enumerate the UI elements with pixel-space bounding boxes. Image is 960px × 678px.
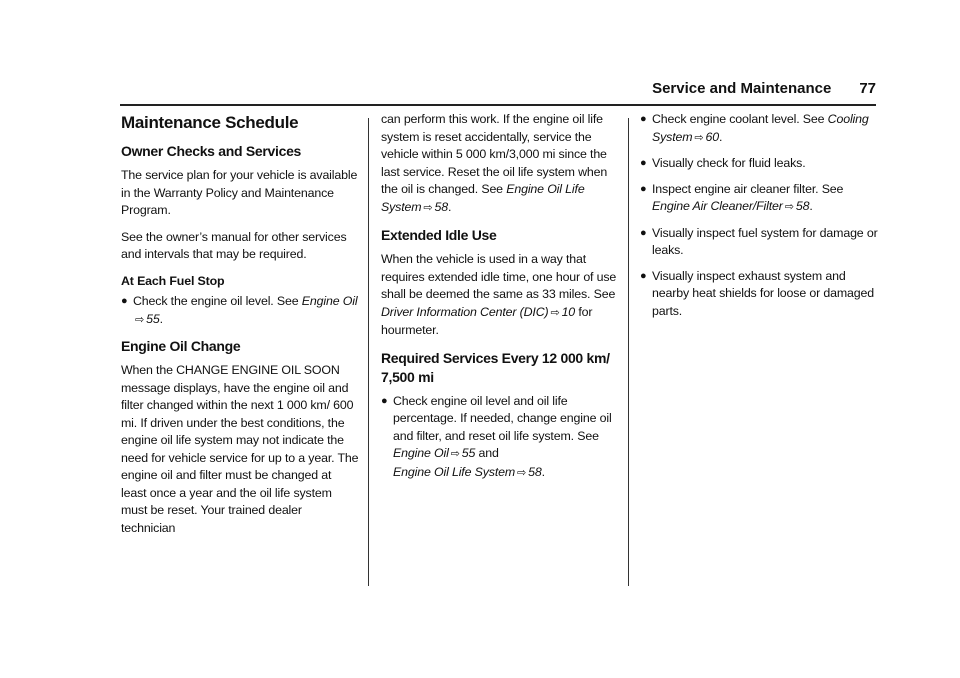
page-reference-arrow-icon: ⇨ (135, 313, 145, 326)
cross-reference-link[interactable]: Engine Air Cleaner/Filter (652, 199, 783, 213)
bullet-icon: ● (640, 182, 647, 195)
bullet-icon: ● (640, 226, 647, 239)
page-reference[interactable]: 58 (434, 199, 448, 214)
owner-checks-paragraph-1: The service plan for your vehicle is available in the Warranty Policy and Maintenance Program. (121, 168, 358, 217)
bullet-icon: ● (381, 394, 388, 407)
cross-reference-link[interactable]: Cooling System (652, 112, 869, 144)
engine-oil-change-paragraph-continued: can perform this work. If the engine oil life system is reset accidentally, service the vehicle within 5 000 km/3,000 mi since the last service. Reset the oil life system when the oil is changed. See Engine Oil Life System ⇨ 58. (381, 112, 608, 214)
page-reference-arrow-icon: ⇨ (550, 306, 560, 319)
chapter-title: Maintenance Schedule (121, 113, 299, 132)
column-1 (121, 110, 359, 546)
owner-checks-heading: Owner Checks and Services (121, 143, 302, 159)
required-services-list (381, 393, 619, 483)
column-divider-2 (628, 118, 629, 586)
cross-reference-link[interactable]: Engine Oil Life System (393, 464, 516, 479)
page-reference[interactable]: 58 (795, 199, 810, 213)
list-item: ● Check the engine oil level. See Engine Oil ⇨ 55. (121, 294, 358, 326)
page-reference[interactable]: 60 (705, 129, 719, 144)
extended-idle-heading: Extended Idle Use (381, 227, 497, 243)
page-reference-arrow-icon: ⇨ (450, 448, 460, 460)
page-number: 77 (859, 80, 876, 97)
page-reference[interactable]: 55 (146, 311, 160, 326)
fuel-stop-list (121, 293, 359, 329)
page-reference-arrow-icon: ⇨ (517, 466, 527, 479)
column-divider-1 (368, 118, 369, 586)
owner-checks-paragraph-2: See the owner’s manual for other services and intervals that may be required. (121, 229, 347, 261)
fuel-stop-heading: At Each Fuel Stop (121, 273, 225, 288)
bullet-icon: ● (640, 157, 647, 169)
cross-reference-link[interactable]: Engine Oil (301, 294, 358, 308)
list-item: ● Visually check for fluid leaks. (640, 155, 880, 173)
section-title: Service and Maintenance (652, 80, 832, 97)
list-item: ● Visually inspect fuel system for damage or leaks. (640, 225, 878, 257)
page-reference-arrow-icon: ⇨ (784, 201, 794, 213)
cross-reference-link[interactable]: Engine Oil Life System (381, 182, 585, 214)
page-reference-arrow-icon: ⇨ (694, 131, 704, 144)
required-services-heading: Required Services Every 12 000 km/ 7,500 mi (381, 349, 610, 385)
list-item: ● Check engine oil level and oil life percentage. If needed, change engine oil and filter, and reset oil life system. See Engine Oil ⇨ 55 and Engine Oil Life System ⇨ 58. (381, 393, 612, 479)
engine-oil-change-paragraph: When the CHANGE ENGINE OIL SOON message displays, have the engine oil and filter changed within the next 1 000 km/ 600 mi. If driven under the best conditions, the engine oil life system may not indicate the need for vehicle service for up to a year. The engine oil and filter must be changed at least once a year and the oil life system must be reset. Your trained dealer technician (121, 363, 359, 535)
bullet-icon: ● (640, 113, 647, 125)
required-services-list-continued (640, 111, 880, 320)
page-reference-arrow-icon: ⇨ (423, 201, 433, 214)
engine-oil-change-heading: Engine Oil Change (121, 338, 241, 354)
bullet-icon: ● (640, 269, 647, 282)
running-header (640, 80, 876, 98)
page-reference[interactable]: 58 (528, 464, 542, 479)
column-3 (640, 111, 880, 328)
bullet-icon: ● (121, 295, 128, 307)
cross-reference-link[interactable]: Engine Oil (393, 446, 449, 460)
page-reference[interactable]: 10 (561, 304, 576, 319)
cross-reference-link[interactable]: Driver Information Center (DIC) (381, 304, 549, 319)
extended-idle-paragraph: When the vehicle is used in a way that requires extended idle time, one hour of use shall be deemed the same as 33 miles. See Driver Information Center (DIC) ⇨ 10 for hourmeter. (381, 252, 617, 337)
list-item: ● Inspect engine air cleaner filter. See Engine Air Cleaner/Filter ⇨ 58. (640, 181, 844, 213)
page-reference[interactable]: 55 (461, 446, 476, 460)
list-item: ● Visually inspect exhaust system and nearby heat shields for loose or damaged parts. (640, 268, 874, 318)
list-item: ● Check engine coolant level. See Cooling System ⇨ 60. (640, 112, 869, 144)
header-rule (120, 104, 876, 106)
column-2 (381, 111, 619, 490)
